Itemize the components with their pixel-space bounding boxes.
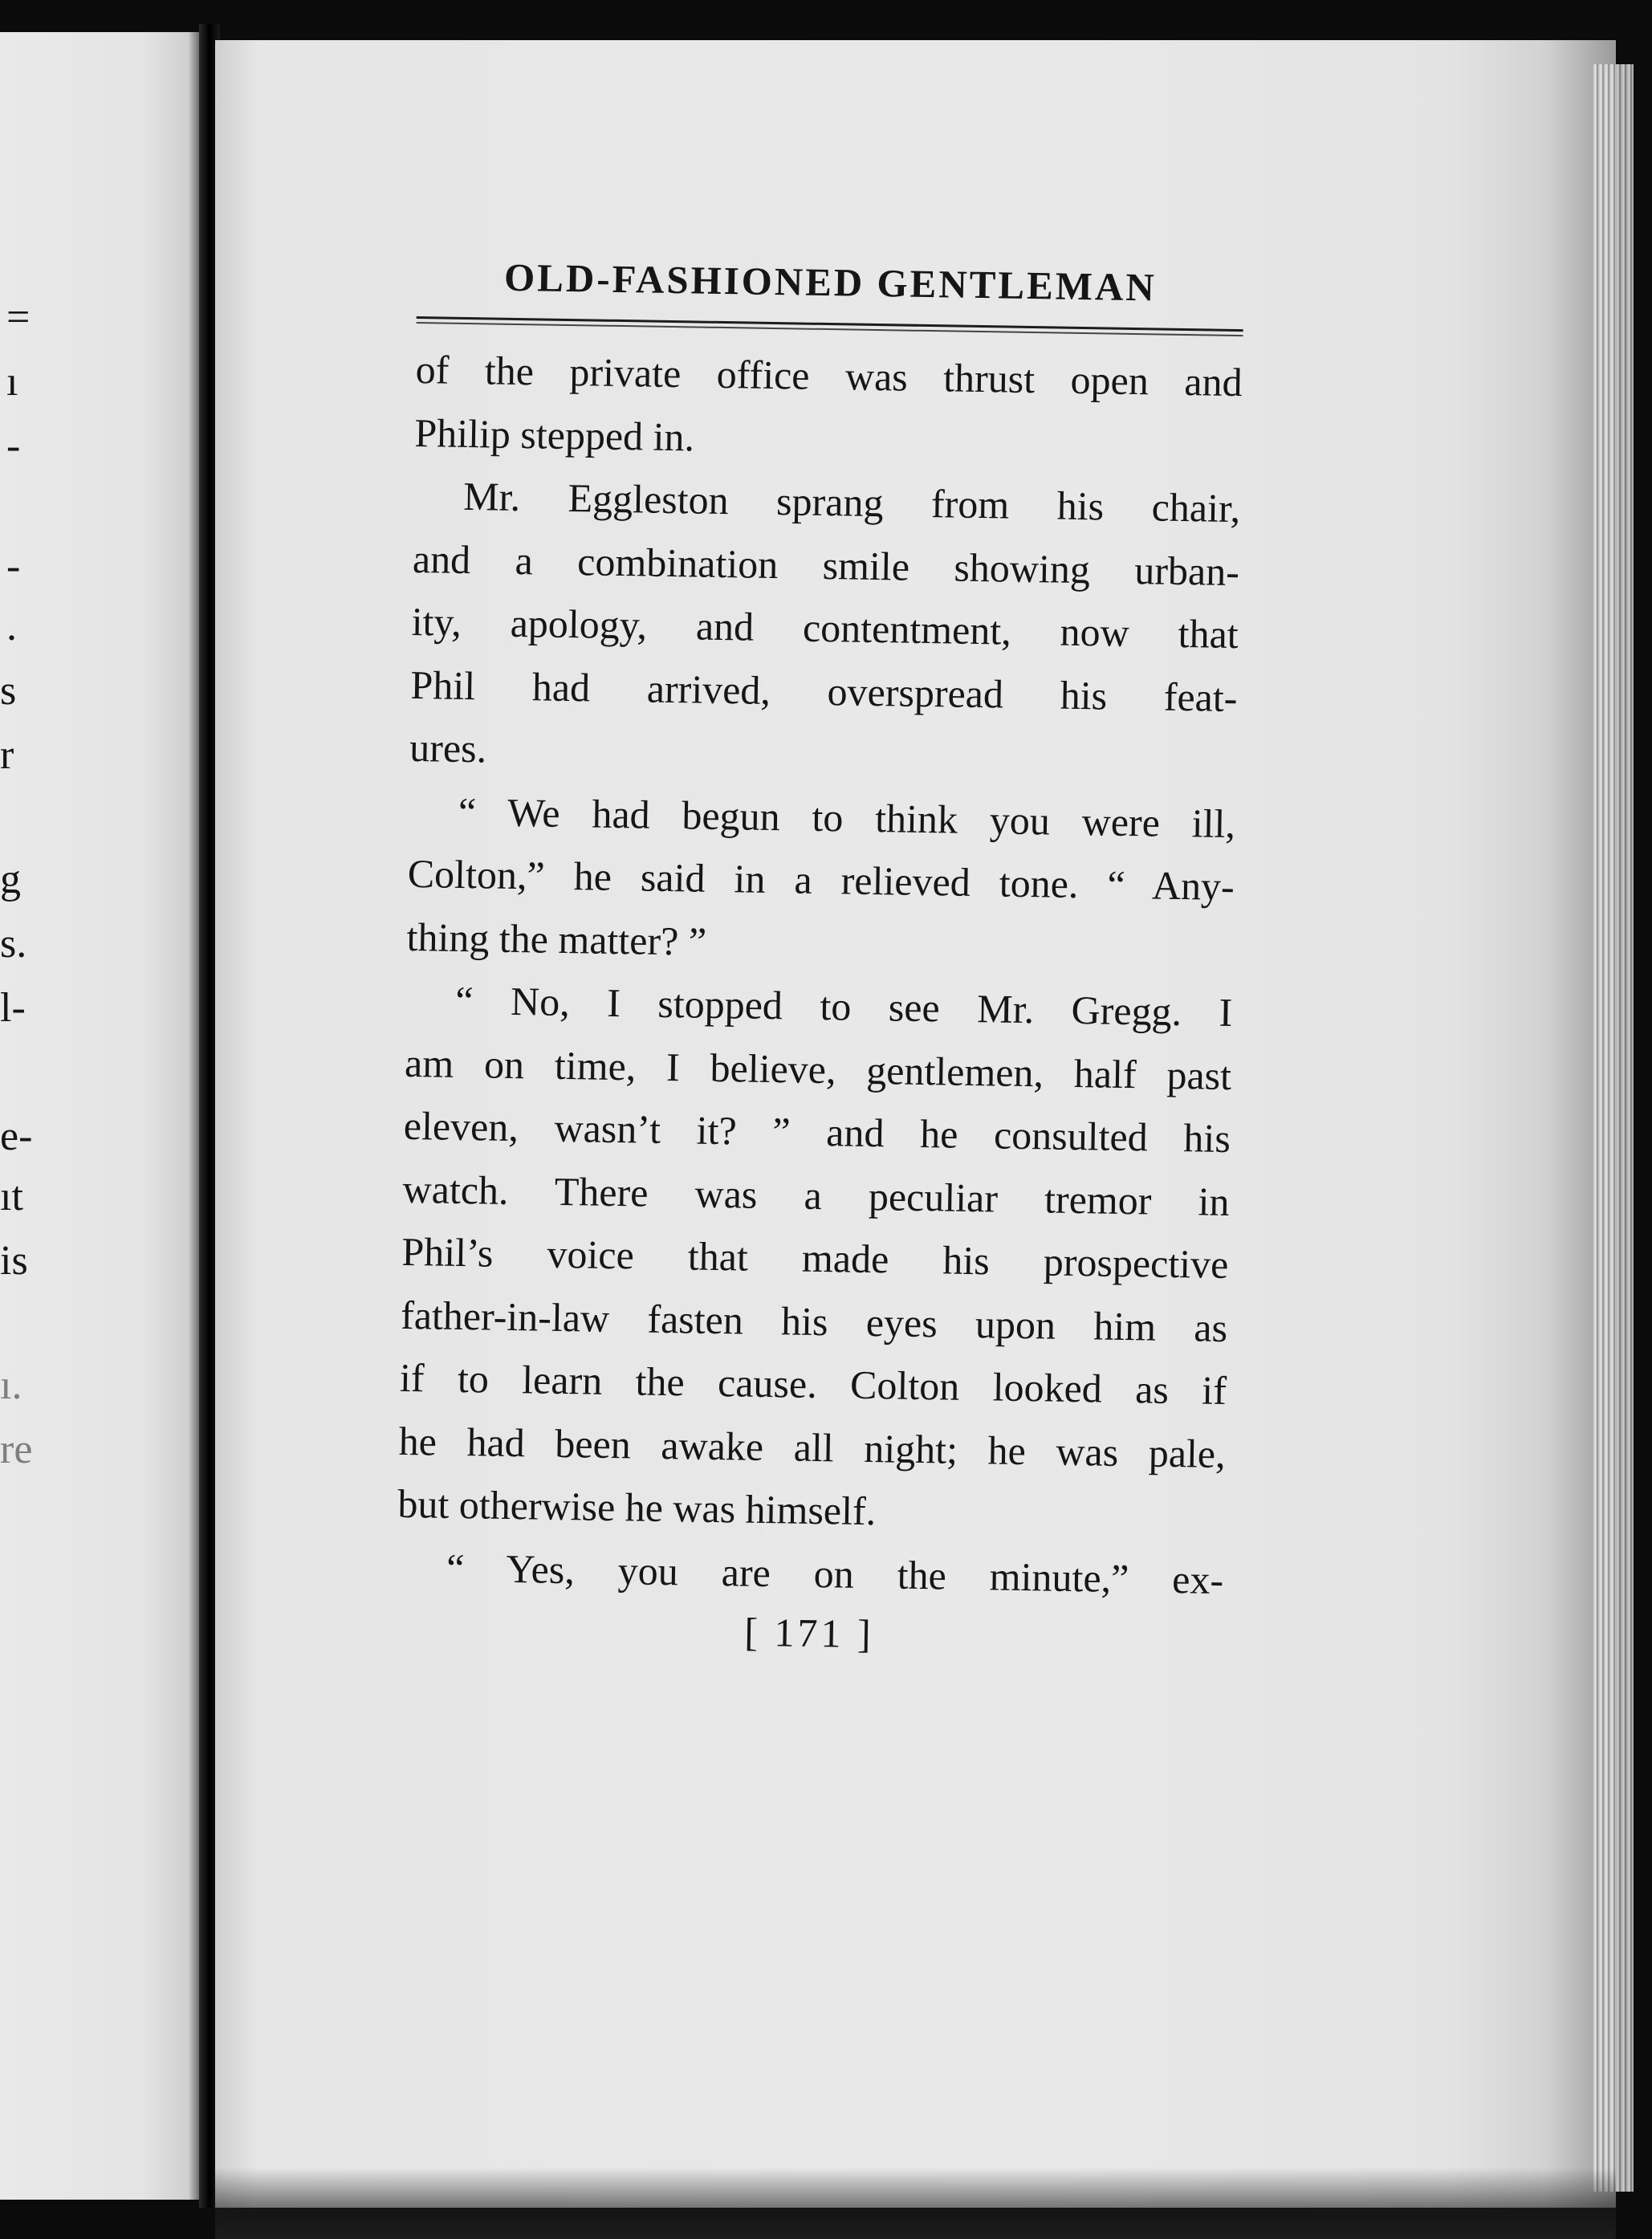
facing-page-fragment	[0, 32, 205, 2200]
text-line: “ Yes, you are on the minute,” ex-	[446, 1545, 1224, 1602]
fragment-text: ıt	[0, 1174, 23, 1219]
fragment-text: =	[6, 295, 31, 340]
fragment-text: s.	[0, 921, 27, 967]
fragment-text: is	[0, 1238, 28, 1284]
text-line: “ We had begun to think you were ill,	[458, 788, 1236, 846]
text-line: Mr. Eggleston sprang from his chair,	[462, 473, 1241, 531]
page-number: [ 171 ]	[743, 1609, 875, 1657]
page-text-block	[396, 253, 1244, 1663]
fragment-text: ı.	[0, 1362, 22, 1408]
text-line: father-in-law fasten his eyes upon him as	[400, 1292, 1228, 1350]
text-line: ity, apology, and contentment, now that	[411, 598, 1239, 657]
text-line: Phil’s voice that made his prospective	[401, 1228, 1229, 1288]
fragment-text: e-	[0, 1113, 33, 1159]
fragment-text: re	[0, 1427, 33, 1472]
text-line: of the private office was thrust open and	[415, 346, 1243, 405]
text-line: but otherwise he was himself.	[397, 1480, 877, 1534]
text-line: Colton,” he said in a relieved tone. “ Any-	[407, 850, 1235, 910]
fragment-text: s	[0, 668, 17, 714]
fragment-text: g	[0, 857, 21, 902]
text-line: ures.	[409, 724, 487, 771]
fragment-text: -	[6, 543, 21, 589]
fragment-text: .	[6, 604, 17, 649]
text-line: eleven, wasn’t it? ” and he consulted his	[403, 1102, 1231, 1162]
text-line: if to learn the cause. Colton looked as if	[399, 1354, 1227, 1414]
text-line: am on time, I believe, gentlemen, half past	[404, 1040, 1232, 1098]
text-line: watch. There was a peculiar tremor in	[402, 1166, 1231, 1224]
fragment-text: -	[6, 423, 21, 469]
running-head: OLD-FASHIONED GENTLEMAN	[503, 254, 1158, 310]
fragment-text: r	[0, 732, 14, 778]
text-line: Phil had arrived, overspread his feat-	[410, 662, 1238, 720]
bottom-shadow	[215, 2168, 1616, 2239]
fragment-text: ı	[6, 359, 18, 405]
text-line: “ No, I stopped to see Mr. Gregg. I	[454, 977, 1233, 1036]
text-line: he had been awake all night; he was pale,	[398, 1418, 1227, 1476]
text-line: and a combination smile showing urban-	[412, 535, 1240, 594]
text-line: thing the matter? ”	[406, 914, 707, 964]
fragment-text: l-	[0, 985, 26, 1031]
page-edges	[1593, 64, 1634, 2192]
text-line: Philip stepped in.	[414, 409, 695, 459]
